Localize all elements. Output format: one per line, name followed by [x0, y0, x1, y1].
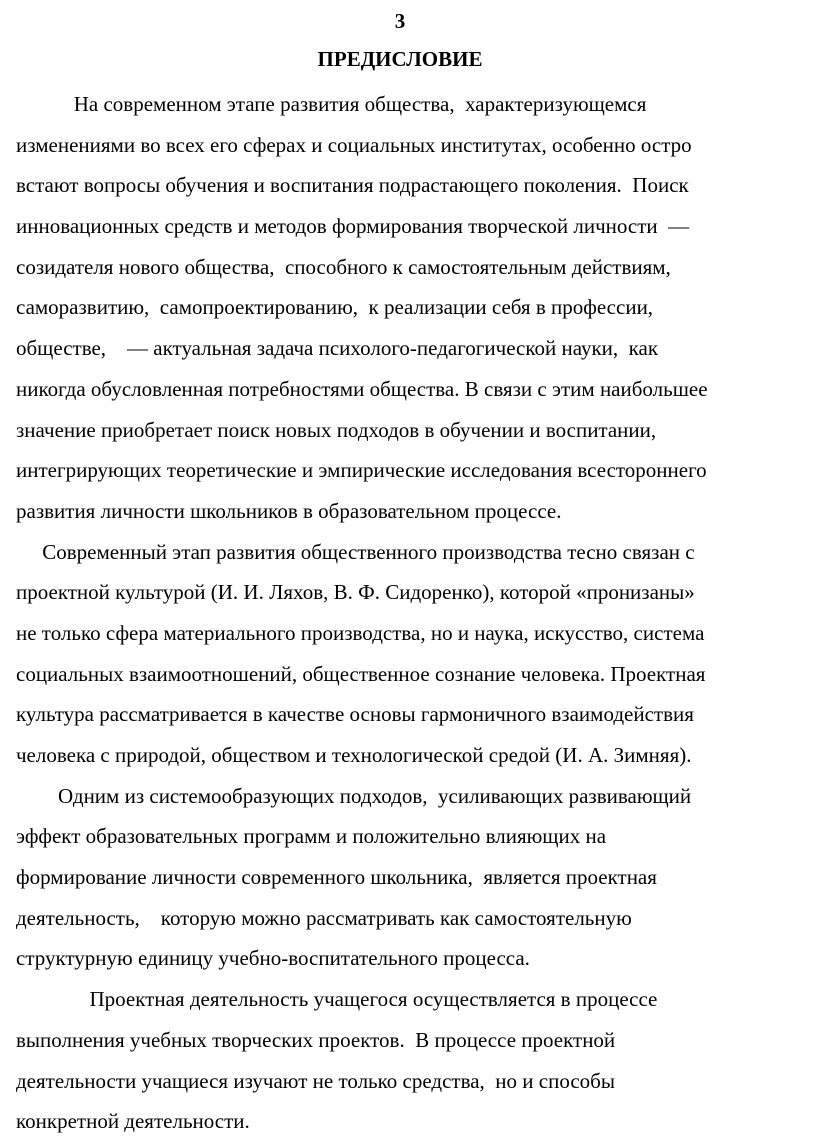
text-line: формирование личности современного школьника, является проектная [16, 865, 657, 890]
text-line: культура рассматривается в качестве основы гармоничного взаимодействия [16, 702, 694, 727]
text-line: интегрирующих теоретические и эмпирические исследования всестороннего [16, 458, 707, 483]
text-line: не только сфера материального производства, но и наука, искусство, система [16, 620, 705, 645]
text-line: Одним из системообразующих подходов, усиливающих развивающий [16, 783, 692, 808]
text-line: Проектная деятельность учащегося осуществляется в процессе [16, 987, 658, 1012]
page-number: 3 [394, 9, 406, 33]
text-line: конкретной деятельности. [16, 1109, 250, 1134]
text-line: развития личности школьников в образовательном процессе. [16, 498, 562, 523]
text-line: человека с природой, обществом и технологической средой (И. А. Зимняя). [16, 743, 692, 767]
text-line: инновационных средств и методов формирования творческой личности — [16, 214, 690, 239]
body-text [16, 84, 806, 1142]
text-line: созидателя нового общества, способного к самостоятельным действиям, [16, 254, 671, 279]
text-line: структурную единицу учебно-воспитательного процесса. [16, 946, 530, 971]
text-line: значение приобретает поиск новых подходов в обучении и воспитании, [16, 417, 657, 442]
text-line: обществе, — актуальная задача психолого-педагогической науки, как [16, 336, 659, 361]
text-line: встают вопросы обучения и воспитания подрастающего поколения. Поиск [16, 173, 689, 198]
text-line: деятельность, которую можно рассматривать как самостоятельную [16, 905, 632, 930]
text-line: саморазвитию, самопроектированию, к реализации себя в профессии, [16, 295, 654, 320]
text-line: изменениями во всех его сферах и социальных институтах, особенно остро [16, 132, 692, 157]
page-title: ПРЕДИСЛОВИЕ [317, 47, 483, 71]
text-line: выполнения учебных творческих проектов. В процессе проектной [16, 1027, 616, 1052]
text-line: эффект образовательных программ и положительно влияющих на [16, 824, 607, 849]
text-line: социальных взаимоотношений, общественное сознание человека. Проектная [16, 661, 706, 686]
text-line: деятельности учащиеся изучают не только средства, но и способы [16, 1068, 615, 1093]
text-line: На современном этапе развития общества, характеризующемся [16, 92, 647, 116]
text-line: Современный этап развития общественного производства тесно связан с [16, 539, 695, 564]
text-line: никогда обусловленная потребностями общества. В связи с этим наибольшее [16, 376, 708, 401]
text-line: проектной культурой (И. И. Ляхов, В. Ф. Сидоренко), которой «пронизаны» [16, 580, 695, 605]
